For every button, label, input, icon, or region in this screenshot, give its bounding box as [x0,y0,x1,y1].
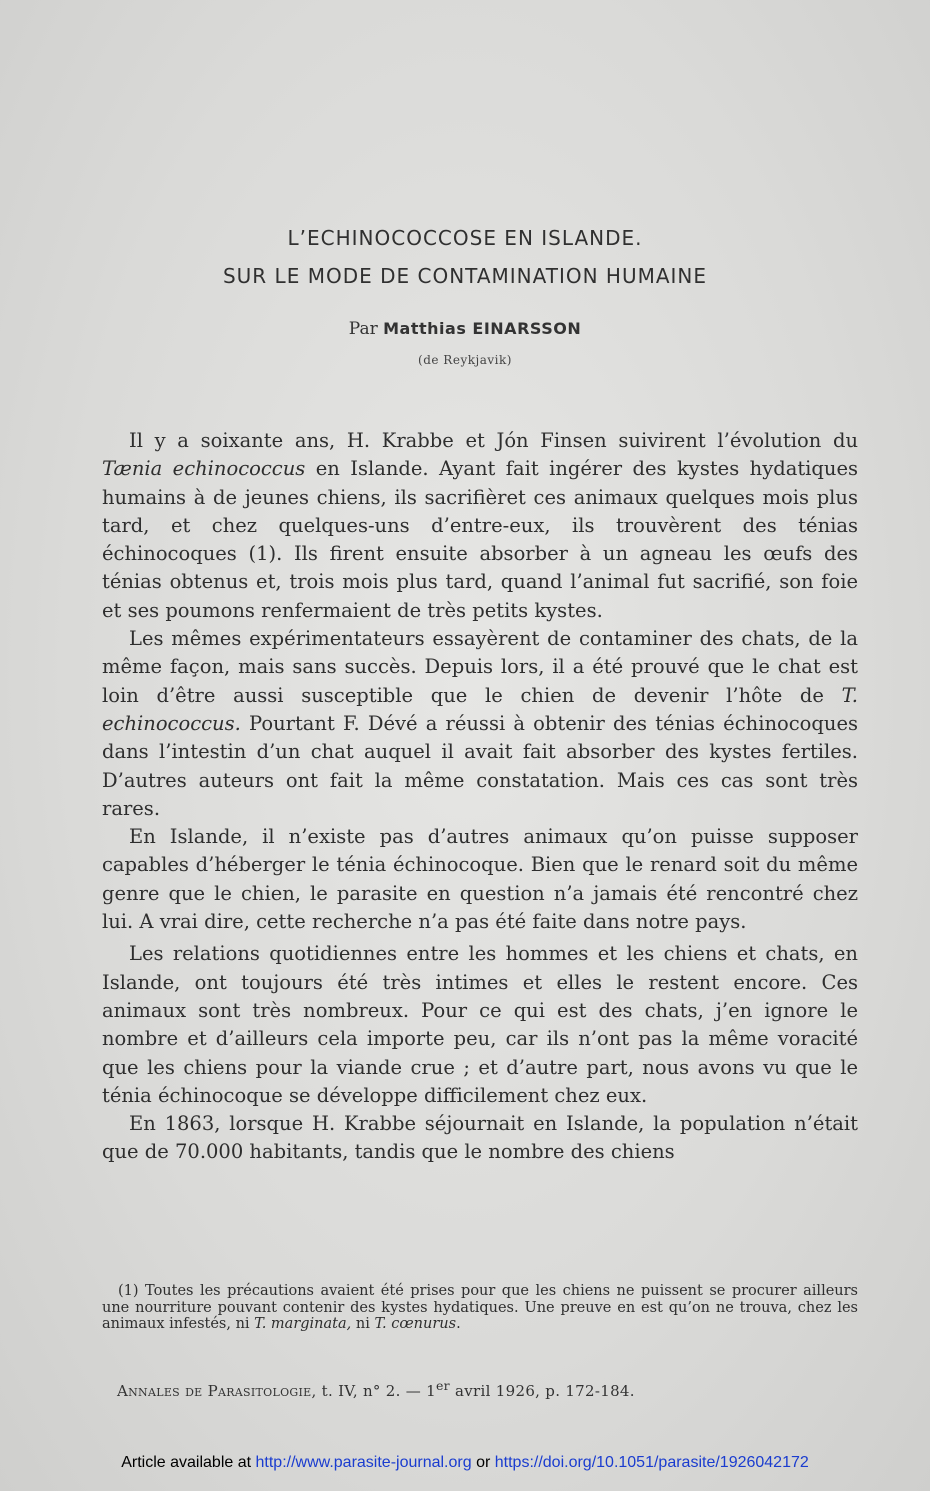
article-title-line2: SUR LE MODE DE CONTAMINATION HUMAINE [222,264,708,288]
author-name: Matthias EINARSSON [383,319,582,338]
species-name: Tænia echinococcus [102,457,306,481]
availability-prefix: Article available at [121,1454,256,1471]
paragraph-5: En 1863, lorsque H. Krabbe séjournait en Islande, la population n’était que de 70.000 habitants, tandis que le nombre des chiens [102,1112,858,1164]
article-title-line1: L’ECHINOCOCCOSE EN ISLANDE. [287,226,643,250]
byline-prefix: Par [348,319,384,339]
footnote-species-1: T. marginata, [254,1316,352,1332]
author-affiliation: (de Reykjavik) [418,353,512,367]
footnote [102,1283,858,1333]
species-name: T. echinococcus. [102,683,858,735]
journal-link[interactable]: http://www.parasite-journal.org [255,1454,472,1471]
citation-superscript: er [435,1378,450,1393]
byline [0,319,930,339]
footnote-text-a: (1) Toutes les précautions avaient été prises pour que les chiens ne puissent se procurer ailleurs une nourriture pouvant contenir des kystes hydatiques. Une preuve en est qu’on ne trouva, chez les animaux infestés, ni [102,1283,858,1332]
article-body [102,427,858,1167]
article-availability-line [0,1454,930,1472]
doi-link[interactable]: https://doi.org/10.1051/parasite/1926042172 [494,1454,809,1471]
footnote-text-c: . [456,1316,461,1332]
journal-citation [117,1378,635,1400]
paragraph-2-text-a: Les mêmes expérimentateurs essayèrent de contaminer des chats, de la même façon, mais sans succès. Depuis lors, il a été prouvé que le chat est loin d’être aussi susceptible que le chien de devenir l’hôte de [102,627,858,707]
paragraph-2 [102,625,858,823]
paragraph-3: En Islande, il n’existe pas d’autres animaux qu’on puisse supposer capables d’héberger le ténia échinocoque. Bien que le renard soit du même genre que le chien, le parasite en question n’a jamais été rencontré chez lui. A vrai dire, cette recherche n’a pas été faite dans notre pays. [102,825,858,934]
paragraph-4: Les relations quotidiennes entre les hommes et les chiens et chats, en Islande, ont toujours été très intimes et elles le restent encore. Ces animaux sont très nombreux. Pour ce qui est des chats, j’en ignore le nombre et d’ailleurs cela importe peu, car ils n’ont pas la même voracité que les chiens pour la viande crue ; et d’autre part, nous avons vu que le ténia échinocoque se développe difficilement chez eux. [102,942,858,1107]
paragraph-1-text-b: en Islande. Ayant fait ingérer des kystes hydatiques humains à de jeunes chiens, ils sacrifièret ces animaux quelques mois plus tard, et chez quelques-uns d’entre-eux, ils trouvèrent des ténias échinocoques (1). Ils firent ensuite absorber à un agneau les œufs des ténias obtenus et, trois mois plus tard, quand l’animal fut sacrifié, son foie et ses poumons renfermaient de très petits kystes. [102,457,858,622]
paragraph-1-text-a: Il y a soixante ans, H. Krabbe et Jón Finsen suivirent l’évolution du [129,429,858,452]
paragraph-1 [102,427,858,625]
citation-date-pages: avril 1926, p. 172-184. [449,1382,635,1400]
footnote-text-b: ni [351,1316,375,1332]
journal-name: Annales de Parasitologie, [117,1382,317,1400]
paragraph-2-text-b: Pourtant F. Dévé a réussi à obtenir des ténias échinocoques dans l’intestin d’un chat auquel il avait fait absorber des kystes fertiles. D’autres auteurs ont fait la même constatation. Mais ces cas sont très rares. [102,711,858,820]
footnote-species-2: T. cœnurus [374,1316,457,1332]
availability-middle: or [471,1454,495,1471]
citation-volume: t. IV, n° 2. — 1 [316,1382,436,1400]
footnote-1 [102,1283,858,1333]
